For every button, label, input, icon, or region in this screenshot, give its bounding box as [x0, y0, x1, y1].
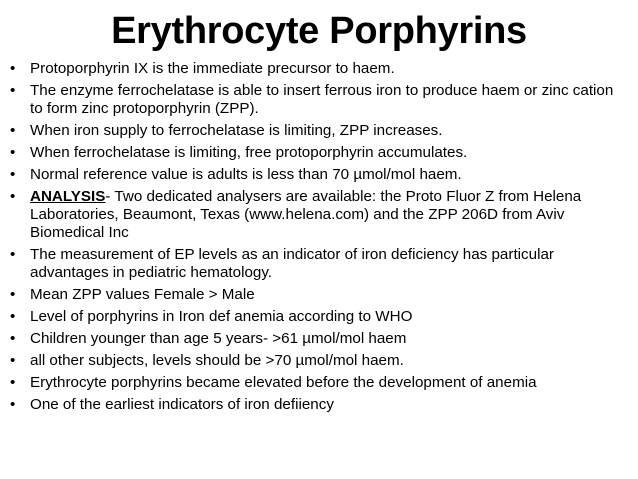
bullet-marker: •: [10, 60, 16, 77]
bullet-item: [10, 374, 630, 392]
bullet-marker: •: [10, 330, 16, 347]
bullet-marker: •: [10, 352, 16, 369]
bullet-item: [10, 308, 630, 326]
bullet-item: [10, 286, 630, 304]
bullet-item: [10, 122, 630, 140]
bullet-item: [10, 330, 630, 348]
bullet-item: [10, 166, 630, 184]
bullet-marker: •: [10, 166, 16, 183]
bullet-marker: •: [10, 144, 16, 161]
bullet-text: The measurement of EP levels as an indicator of iron deficiency has particular advantages in pediatric hematology.: [30, 246, 554, 281]
bullet-text: When ferrochelatase is limiting, free protoporphyrin accumulates.: [30, 144, 468, 161]
bullet-marker: •: [10, 396, 16, 413]
bullet-text: - Two dedicated analysers are available: the Proto Fluor Z from Helena Laboratories, Beaumont, Texas (www.helena.com) and the ZPP 206D from Aviv Biomedical Inc: [30, 188, 582, 241]
bullet-text: When iron supply to ferrochelatase is limiting, ZPP increases.: [30, 122, 443, 139]
bullet-item: [10, 396, 630, 414]
bullet-marker: •: [10, 188, 16, 205]
bullet-text: The enzyme ferrochelatase is able to insert ferrous iron to produce haem or zinc cation to form zinc protoporphyrin (ZPP).: [30, 82, 614, 117]
bullet-text: Mean ZPP values Female > Male: [30, 286, 255, 303]
bullet-item: [10, 352, 630, 370]
bullet-marker: •: [10, 246, 16, 263]
bullet-item: [10, 82, 630, 118]
bullet-marker: •: [10, 308, 16, 325]
bullet-text: all other subjects, levels should be >70 µmol/mol haem.: [30, 352, 404, 369]
slide-title: Erythrocyte Porphyrins: [111, 10, 527, 52]
bullet-text: Normal reference value is adults is less than 70 µmol/mol haem.: [30, 166, 462, 183]
bullet-text: Children younger than age 5 years- >61 µmol/mol haem: [30, 330, 407, 347]
bullet-item: [10, 246, 630, 282]
bullet-list: [10, 60, 630, 418]
bullet-text: Erythrocyte porphyrins became elevated before the development of anemia: [30, 374, 537, 391]
analysis-label: ANALYSIS: [30, 188, 106, 205]
bullet-marker: •: [10, 374, 16, 391]
bullet-text: One of the earliest indicators of iron defiiency: [30, 396, 334, 413]
bullet-marker: •: [10, 82, 16, 99]
bullet-marker: •: [10, 286, 16, 303]
bullet-item: [10, 60, 630, 78]
bullet-text: Protoporphyrin IX is the immediate precursor to haem.: [30, 60, 395, 77]
bullet-marker: •: [10, 122, 16, 139]
bullet-item: [10, 144, 630, 162]
bullet-item: [10, 188, 630, 242]
bullet-text: Level of porphyrins in Iron def anemia according to WHO: [30, 308, 413, 325]
